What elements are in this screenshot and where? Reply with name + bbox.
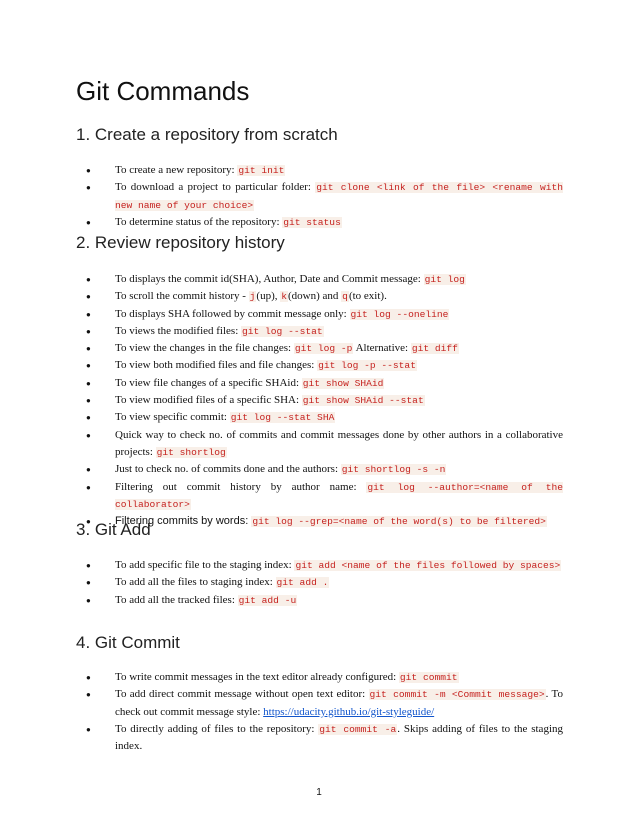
- code-snippet: git add .: [276, 577, 329, 589]
- code-snippet: git log --author=<name of the collaborator>: [115, 481, 563, 510]
- code-snippet: git shortlog -s -n: [341, 464, 446, 476]
- item-text: To view the changes in the file changes:: [115, 342, 294, 355]
- item-text: To determine status of the repository:: [115, 215, 283, 228]
- list-item: [76, 340, 563, 357]
- code-snippet: git log --stat SHA: [230, 412, 335, 424]
- section-heading-review-history: 2. Review repository history: [76, 233, 285, 252]
- item-text: To write commit messages in the text editor already configured:: [115, 671, 399, 683]
- section-list-review-history: [76, 271, 563, 530]
- code-snippet: git add -u: [238, 594, 297, 606]
- code-snippet: git clone <link of the file> <rename with new name of your choice>: [115, 182, 564, 211]
- list-item: [76, 461, 563, 478]
- item-text: Quick way to check no. of commits and commit messages done by other authors in a collaborative projects:: [115, 428, 563, 458]
- item-text: To add direct commit message without open text editor:: [115, 688, 369, 701]
- code-snippet: git log: [424, 274, 465, 285]
- code-snippet: git show SHAid: [302, 377, 384, 389]
- code-snippet: k: [281, 291, 288, 303]
- code-snippet: git log --oneline: [350, 308, 449, 320]
- code-snippet: q: [342, 291, 348, 303]
- section-list-git-commit: [76, 669, 563, 755]
- item-text: To add specific file to the staging index:: [115, 559, 295, 571]
- list-item: [76, 323, 563, 340]
- item-text: Just to check no. of commits done and the authors:: [115, 463, 341, 476]
- list-item: [76, 592, 563, 609]
- item-text: . To check out commit message style:: [115, 688, 563, 718]
- item-text: To view specific commit:: [115, 411, 230, 424]
- item-text: To download a project to particular folder:: [115, 181, 316, 194]
- list-item: [76, 392, 563, 409]
- code-snippet: git commit -a: [319, 723, 397, 735]
- item-text: To view modified files of a specific SHA:: [115, 394, 302, 407]
- item-text: Filtering commits by words:: [115, 515, 252, 528]
- item-text: (down) and: [288, 290, 342, 303]
- code-snippet: git log -p --stat: [318, 360, 416, 372]
- styleguide-link[interactable]: https://udacity.github.io/git-styleguide/: [263, 705, 435, 718]
- list-item: [76, 357, 563, 374]
- code-snippet: git diff: [411, 343, 458, 355]
- code-snippet: git show SHAid --stat: [302, 395, 424, 407]
- section-list-git-add: [76, 557, 563, 609]
- list-item: [76, 409, 563, 426]
- item-text: To displays SHA followed by commit message only:: [115, 307, 350, 320]
- list-item: [76, 288, 563, 305]
- item-text: To create a new repository:: [115, 164, 238, 176]
- code-snippet: git commit: [399, 672, 458, 683]
- code-snippet: git add <name of the files followed by spaces>: [295, 560, 561, 571]
- document-title: Git Commands: [76, 76, 250, 106]
- code-snippet: git commit -m <Commit message>: [369, 689, 545, 701]
- list-item: [76, 557, 563, 574]
- list-item: [76, 179, 563, 214]
- code-snippet: git log -p: [294, 343, 353, 355]
- list-item: [76, 375, 563, 392]
- section-heading-git-commit: 4. Git Commit: [76, 633, 180, 652]
- list-item: [76, 306, 563, 323]
- code-snippet: git shortlog: [156, 446, 226, 458]
- item-text: (up),: [256, 290, 281, 303]
- item-text: To directly adding of files to the repository:: [115, 722, 319, 735]
- code-snippet: git status: [283, 216, 341, 228]
- list-item: [76, 479, 563, 514]
- item-text: . Skips adding of files to the staging index.: [115, 722, 563, 753]
- list-item: [76, 162, 563, 179]
- item-text: To displays the commit id(SHA), Author, Date and Commit message:: [115, 273, 424, 285]
- list-item: [76, 427, 563, 462]
- item-text: To view file changes of a specific SHAid:: [115, 376, 302, 389]
- section-list-create-repository: [76, 162, 563, 231]
- item-text: Filtering out commit history by author name:: [115, 480, 367, 493]
- section-heading-create-repository: 1. Create a repository from scratch: [76, 125, 338, 144]
- item-text: To add all the tracked files:: [115, 593, 238, 606]
- item-text: To view both modified files and file changes:: [115, 359, 318, 372]
- list-item: [76, 214, 563, 231]
- code-snippet: git log --grep=<name of the word(s) to be filtered>: [252, 516, 546, 528]
- list-item: [76, 686, 563, 721]
- list-item: [76, 271, 563, 288]
- item-text: To views the modified files:: [115, 324, 242, 337]
- item-text: To add all the files to staging index:: [115, 576, 276, 589]
- list-item: [76, 574, 563, 591]
- page-number: 1: [316, 787, 322, 798]
- section-heading-git-add: 3. Git Add: [76, 520, 151, 539]
- code-snippet: j: [249, 291, 256, 303]
- list-item: [76, 721, 563, 756]
- item-text: Alternative:: [353, 342, 411, 355]
- item-text: To scroll the commit history -: [115, 290, 249, 303]
- list-item: [76, 669, 563, 686]
- code-snippet: git init: [238, 165, 285, 176]
- item-text: (to exit).: [348, 290, 387, 303]
- code-snippet: git log --stat: [242, 325, 323, 337]
